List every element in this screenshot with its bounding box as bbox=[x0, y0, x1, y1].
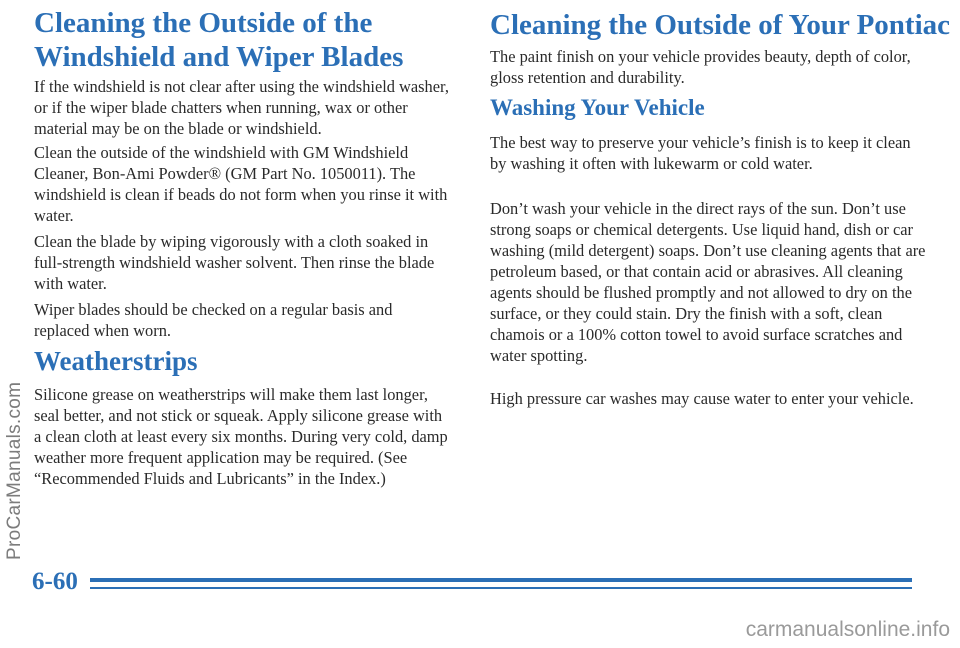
windshield-paragraph-1: If the windshield is not clear after using the windshield washer, or if the wiper blade chatters when running, wax or other material may be on the blade or windshield. bbox=[34, 77, 449, 138]
bottom-watermark: carmanualsonline.info bbox=[745, 618, 950, 641]
washing-paragraph-1: The best way to preserve your vehicle’s finish is to keep it clean by washing it often with lukewarm or cold water. bbox=[490, 133, 911, 173]
weatherstrips-paragraph: Silicone grease on weatherstrips will make them last longer, seal better, and not stick or squeak. Apply silicone grease with a clean cloth at least every six months. During very cold, damp weather more frequent application may be required. (See “Recommended Fluids and Lubricants” in the Index.) bbox=[34, 385, 448, 488]
wiper-paragraph-2: Wiper blades should be checked on a regular basis and replaced when worn. bbox=[34, 300, 393, 340]
footer-rule-thick bbox=[90, 578, 912, 582]
page-number: 6-60 bbox=[32, 568, 78, 595]
windshield-paragraph-2: Clean the outside of the windshield with GM Windshield Cleaner, Bon-Ami Powder® (GM Part No. 1050011). The windshield is clean if beads do not form when you rinse it with water. bbox=[34, 143, 448, 225]
washing-heading: Washing Your Vehicle bbox=[490, 95, 705, 120]
side-watermark: ProCarManuals.com bbox=[4, 381, 25, 560]
wiper-paragraph-1: Clean the blade by wiping vigorously with a cloth soaked in full-strength windshield washer solvent. Then rinse the blade with water. bbox=[34, 232, 435, 293]
washing-paragraph-3: High pressure car washes may cause water to enter your vehicle. bbox=[490, 389, 914, 408]
washing-paragraph-2: Don’t wash your vehicle in the direct rays of the sun. Don’t use strong soaps or chemical detergents. Use liquid hand, dish or car washing (mild detergent) soaps. Don’t use cleaning agents that are petroleum based, or that contain acid or abrasives. All cleaning agents should be flushed promptly and not allowed to dry on the surface, or they could stain. Dry the finish with a soft, clean chamois or a 100% cotton towel to avoid surface scratches and water spotting. bbox=[490, 199, 926, 365]
exterior-section-title: Cleaning the Outside of Your Pontiac bbox=[490, 9, 950, 41]
exterior-intro-paragraph: The paint finish on your vehicle provides beauty, depth of color, gloss retention and durability. bbox=[490, 47, 911, 87]
windshield-section-title: Cleaning the Outside of the Windshield and Wiper Blades bbox=[34, 7, 404, 73]
footer-rule-thin bbox=[90, 587, 912, 589]
weatherstrips-heading: Weatherstrips bbox=[34, 346, 198, 376]
